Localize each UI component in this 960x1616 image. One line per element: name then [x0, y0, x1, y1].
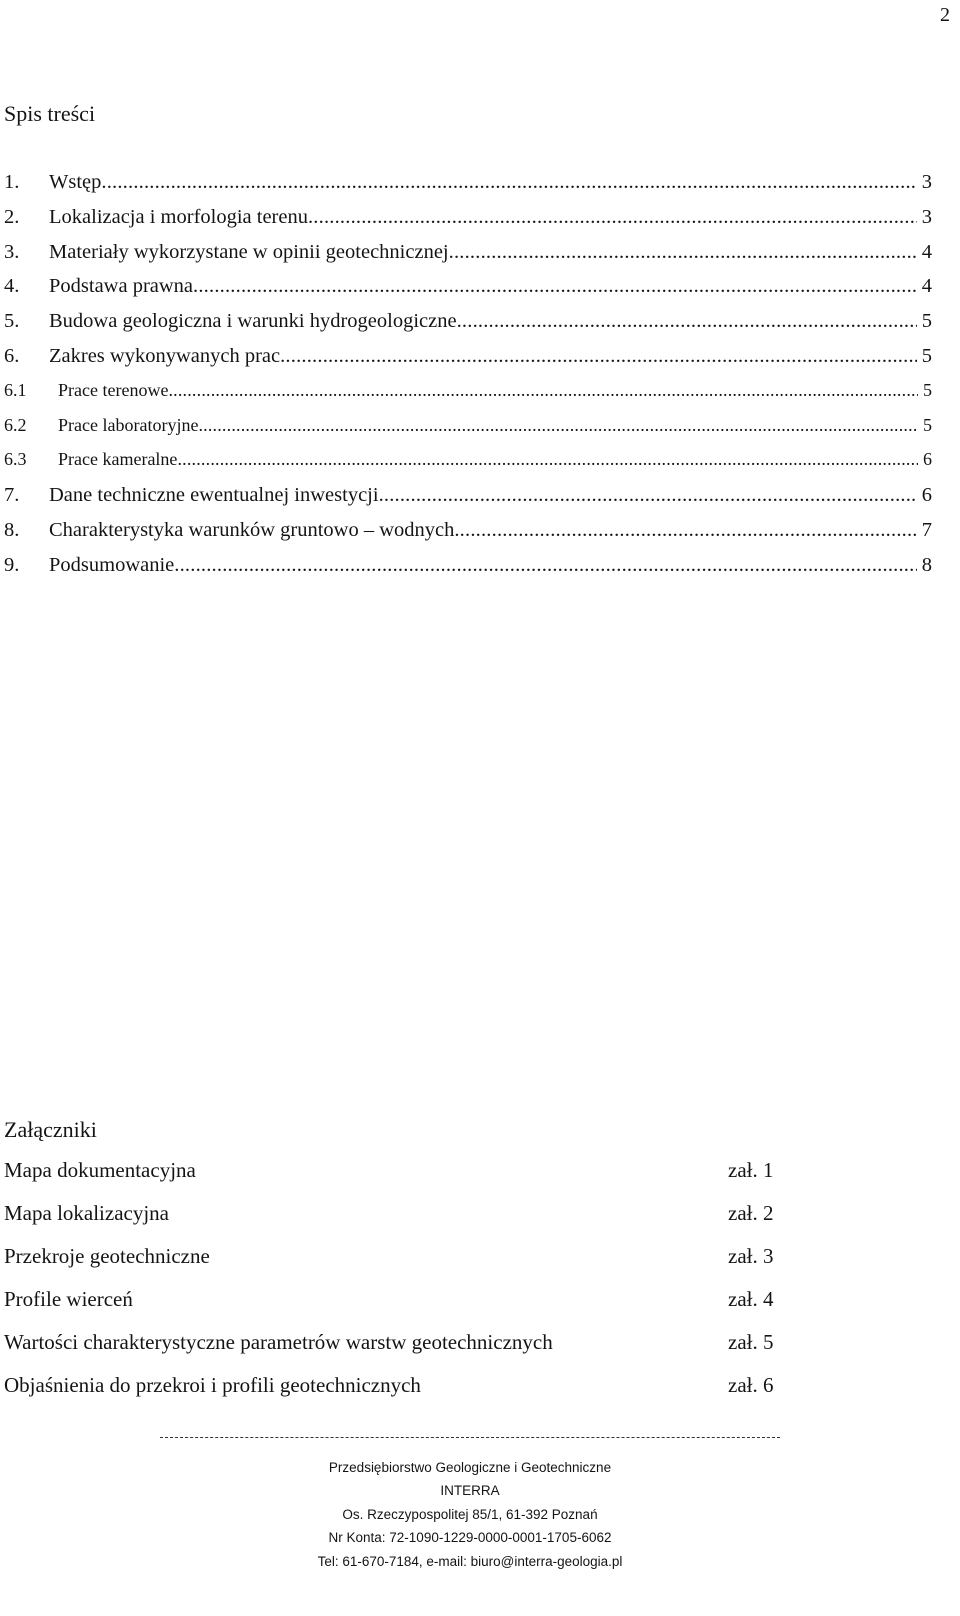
toc-leader-dots: [101, 171, 916, 194]
toc-entry[interactable]: [4, 415, 932, 450]
toc-entry-page: 7: [921, 518, 932, 541]
toc-entry-page: 5: [923, 379, 932, 400]
toc-leader-dots: [457, 310, 917, 333]
toc-entry-page: 5: [921, 344, 932, 367]
toc-entry[interactable]: [4, 345, 932, 380]
attachment-reference: zał. 5: [728, 1330, 774, 1354]
toc-entry-title: Prace terenowe: [58, 379, 169, 400]
toc-entry-number: 6.: [4, 344, 20, 367]
attachment-label: Profile wierceń: [4, 1287, 133, 1311]
attachment-item: [4, 1373, 804, 1416]
attachment-label: Wartości charakterystyczne parametrów warstw geotechnicznych: [4, 1330, 553, 1354]
toc-entry-title: Wstęp: [49, 171, 102, 193]
toc-entry-number: 8.: [4, 518, 20, 541]
toc-entry-title: Prace laboratoryjne: [58, 414, 199, 435]
toc-entry[interactable]: [4, 171, 932, 206]
toc-entry-title: Charakterystyka warunków gruntowo – wodnych: [49, 518, 455, 541]
toc-leader-dots: [168, 380, 918, 401]
toc-entry-title: Podstawa prawna: [49, 275, 194, 298]
toc-entry-title: Dane techniczne ewentualnej inwestycji: [49, 484, 379, 507]
toc-leader-dots: [379, 484, 917, 507]
footer-brand: INTERRA: [440, 1483, 500, 1499]
toc-entry-page: 3: [921, 171, 932, 193]
toc-leader-dots: [174, 554, 916, 577]
attachment-reference: zał. 2: [728, 1201, 774, 1225]
attachment-label: Przekroje geotechniczne: [4, 1244, 210, 1268]
toc-leader-dots: [308, 206, 917, 229]
toc-entry-title: Lokalizacja i morfologia terenu: [49, 205, 308, 228]
toc-entry-title: Materiały wykorzystane w opinii geotechnicznej: [49, 240, 449, 263]
toc-leader-dots: [198, 415, 918, 436]
toc-entry-number: 6.1: [4, 379, 27, 400]
attachment-item: [4, 1244, 804, 1287]
table-of-contents: [4, 171, 932, 589]
toc-entry-title: Zakres wykonywanych prac: [49, 344, 281, 367]
toc-entry-title: Podsumowanie: [49, 553, 175, 576]
attachment-item: [4, 1158, 804, 1201]
attachment-item: [4, 1330, 804, 1373]
toc-entry-page: 4: [921, 275, 932, 298]
toc-entry[interactable]: [4, 275, 932, 310]
toc-leader-dots: [454, 519, 916, 542]
toc-entry-page: 5: [923, 414, 932, 435]
toc-entry-page: 8: [921, 553, 932, 576]
toc-leader-dots: [193, 275, 917, 298]
attachment-reference: zał. 6: [728, 1373, 774, 1397]
toc-entry[interactable]: [4, 554, 932, 589]
attachment-reference: zał. 4: [728, 1287, 774, 1311]
toc-entry-number: 3.: [4, 240, 20, 263]
toc-entry[interactable]: [4, 519, 932, 554]
attachment-label: Mapa lokalizacyjna: [4, 1201, 170, 1225]
toc-entry-page: 4: [921, 240, 932, 263]
toc-entry-number: 2.: [4, 205, 20, 228]
toc-leader-dots: [280, 345, 917, 368]
toc-entry-number: 9.: [4, 553, 20, 576]
toc-entry-number: 1.: [4, 171, 20, 193]
toc-entry[interactable]: [4, 206, 932, 241]
toc-entry[interactable]: [4, 241, 932, 276]
toc-entry[interactable]: [4, 484, 932, 519]
attachment-label: Objaśnienia do przekroi i profili geotechnicznych: [4, 1373, 421, 1397]
toc-heading: Spis treści: [4, 101, 96, 126]
page-number: 2: [940, 4, 950, 26]
toc-entry-number: 6.2: [4, 414, 27, 435]
footer-company: Przedsiębiorstwo Geologiczne i Geotechniczne: [328, 1460, 612, 1475]
attachment-label: Mapa dokumentacyjna: [4, 1158, 196, 1182]
toc-entry[interactable]: [4, 449, 932, 484]
attachments-heading: Załączniki: [4, 1117, 97, 1142]
toc-entry[interactable]: [4, 380, 932, 415]
toc-entry-number: 4.: [4, 275, 20, 298]
toc-entry-number: 7.: [4, 484, 20, 507]
toc-entry-title: Budowa geologiczna i warunki hydrogeologiczne: [49, 310, 457, 333]
toc-leader-dots: [449, 241, 917, 264]
attachment-reference: zał. 1: [728, 1158, 774, 1182]
attachment-item: [4, 1201, 804, 1244]
footer-contact: Tel: 61-670-7184, e-mail: biuro@interra-geologia.pl: [317, 1553, 623, 1569]
toc-entry-page: 6: [923, 449, 932, 470]
footer-divider: [160, 1437, 780, 1438]
toc-entry-page: 3: [921, 205, 932, 228]
toc-entry-title: Prace kameralne: [58, 449, 178, 470]
footer-address: Os. Rzeczypospolitej 85/1, 61-392 Poznań: [342, 1506, 598, 1522]
footer: [160, 1456, 780, 1573]
footer-account: Nr Konta: 72-1090-1229-0000-0001-1705-6062: [328, 1530, 612, 1546]
toc-leader-dots: [177, 449, 918, 470]
toc-entry-number: 5.: [4, 310, 20, 333]
attachment-reference: zał. 3: [728, 1244, 774, 1268]
attachment-item: [4, 1287, 804, 1330]
toc-entry[interactable]: [4, 310, 932, 345]
toc-entry-number: 6.3: [4, 449, 27, 470]
toc-entry-page: 5: [921, 310, 932, 333]
toc-entry-page: 6: [921, 484, 932, 507]
attachments-list: [4, 1158, 804, 1416]
